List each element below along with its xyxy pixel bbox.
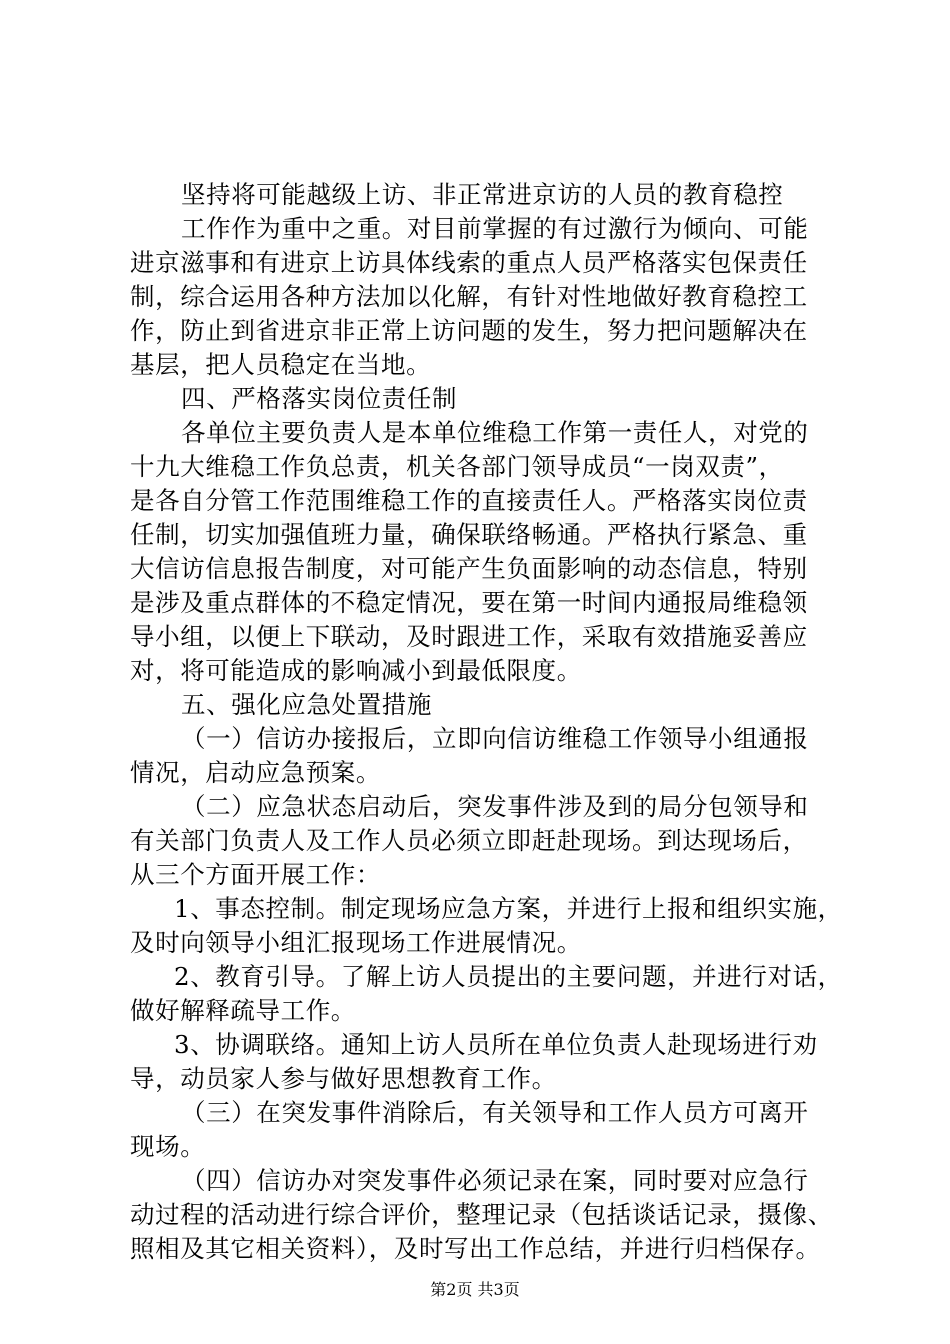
paragraph-line: （二）应急状态启动后，突发事件涉及到的局分包领导和 [181,792,809,821]
paragraph-line: 1、事态控制。制定现场应急方案，并进行上报和组织实施， [174,894,843,923]
paragraph-line: （四）信访办对突发事件必须记录在案，同时要对应急行 [181,1166,809,1195]
paragraph-line: （一）信访办接报后，立即向信访维稳工作领导小组通报 [181,724,809,753]
paragraph-line: 大信访信息报告制度，对可能产生负面影响的动态信息，特别 [130,554,808,583]
paragraph-line: （三）在突发事件消除后，有关领导和工作人员方可离开 [181,1098,809,1127]
paragraph-line: 任制，切实加强值班力量，确保联络畅通。严格执行紧急、重 [130,520,808,549]
paragraph-line: 有关部门负责人及工作人员必须立即赶赴现场。到达现场后， [130,826,808,855]
paragraph-line: 照相及其它相关资料），及时写出工作总结，并进行归档保存。 [130,1234,821,1263]
paragraph-line: 各单位主要负责人是本单位维稳工作第一责任人，对党的 [181,418,809,447]
section-heading: 四、严格落实岗位责任制 [181,384,458,413]
paragraph-line: 从三个方面开展工作： [130,860,381,889]
paragraph-line: 情况，启动应急预案。 [130,758,381,787]
paragraph-line: 导，动员家人参与做好思想教育工作。 [130,1064,557,1093]
paragraph-line: 进京滋事和有进京上访具体线索的重点人员严格落实包保责任 [130,248,808,277]
paragraph-line: 工作作为重中之重。对目前掌握的有过激行为倾向、可能 [181,214,809,243]
paragraph-line: 及时向领导小组汇报现场工作进展情况。 [130,928,582,957]
paragraph-line: 做好解释疏导工作。 [130,996,356,1025]
paragraph-line: 是涉及重点群体的不稳定情况，要在第一时间内通报局维稳领 [130,588,808,617]
paragraph-line: 2、教育引导。了解上访人员提出的主要问题，并进行对话， [174,962,843,991]
page-number-footer: 第2页 共3页 [430,1280,520,1299]
paragraph-line: 基层，把人员稳定在当地。 [130,350,432,379]
section-heading: 五、强化应急处置措施 [181,690,432,719]
paragraph-line: 作，防止到省进京非正常上访问题的发生，努力把问题解决在 [130,316,808,345]
paragraph-line: 3、协调联络。通知上访人员所在单位负责人赴现场进行劝 [174,1030,818,1059]
paragraph-line: 制，综合运用各种方法加以化解，有针对性地做好教育稳控工 [130,282,808,311]
paragraph-line: 现场。 [130,1132,206,1161]
paragraph-line: 是各自分管工作范围维稳工作的直接责任人。严格落实岗位责 [130,486,808,515]
paragraph-line: 动过程的活动进行综合评价，整理记录（包括谈话记录，摄像、 [130,1200,833,1229]
paragraph-line: 十九大维稳工作负总责，机关各部门领导成员“一岗双责”， [130,452,784,481]
paragraph-line: 坚持将可能越级上访、非正常进京访的人员的教育稳控 [181,180,784,209]
paragraph-line: 对，将可能造成的影响减小到最低限度。 [130,656,582,685]
paragraph-line: 导小组，以便上下联动，及时跟进工作，采取有效措施妥善应 [130,622,808,651]
